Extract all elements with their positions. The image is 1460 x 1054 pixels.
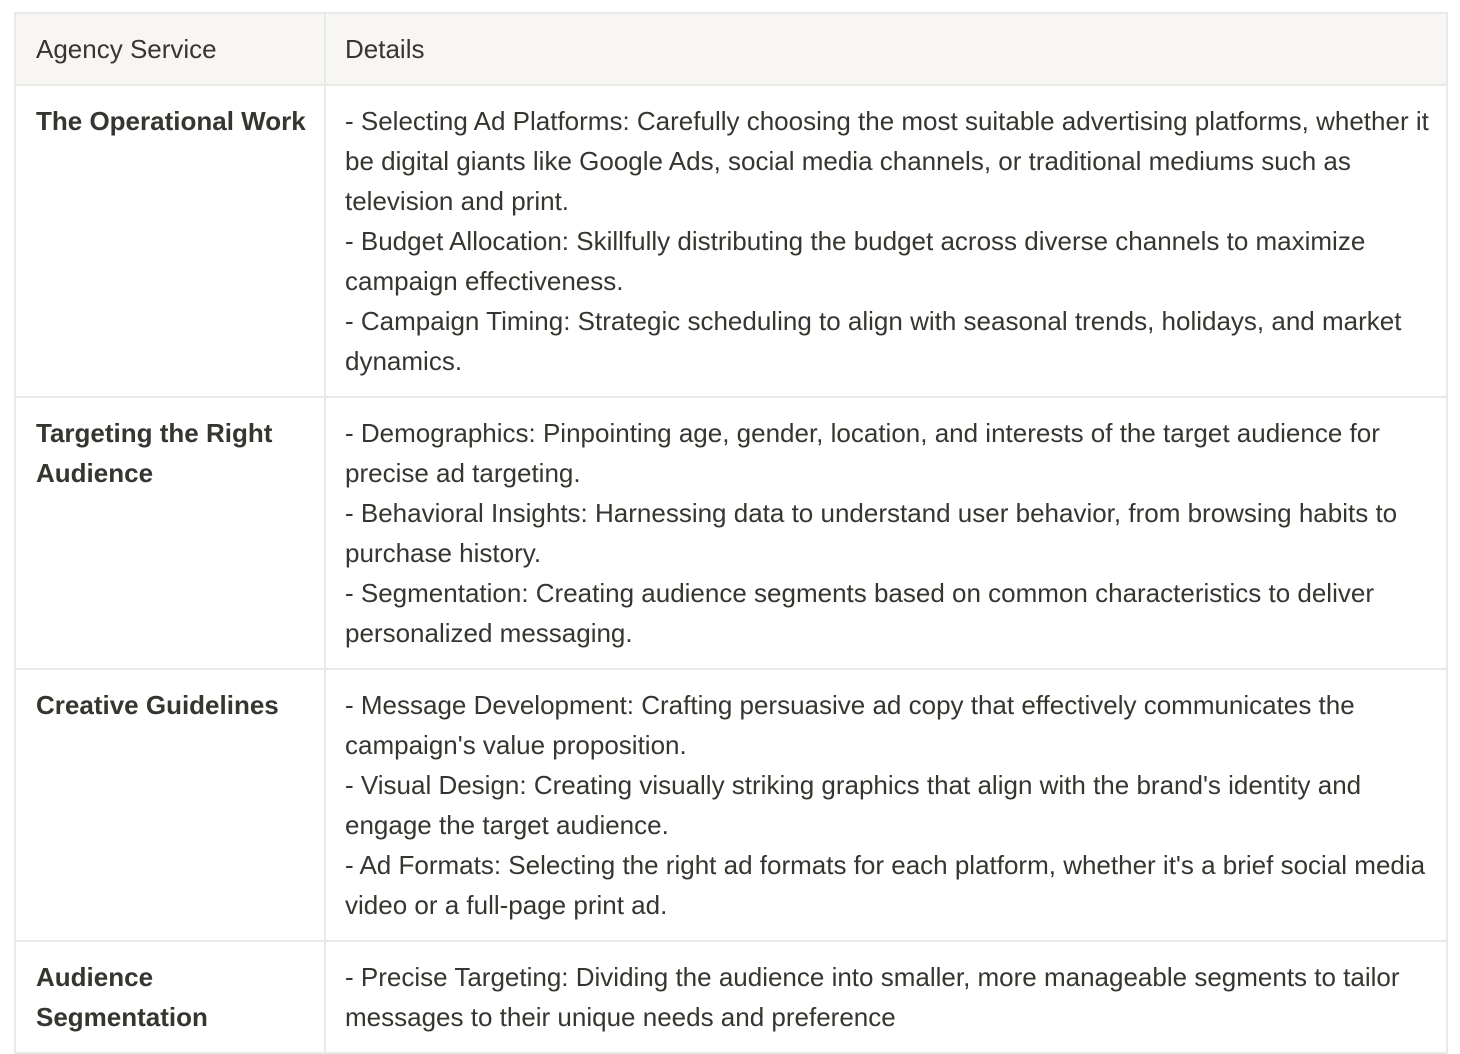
column-header-agency-service[interactable]: Agency Service (15, 13, 325, 85)
detail-line: - Ad Formats: Selecting the right ad formats for each platform, whether it's a brief social media video or a full-page print ad. (345, 850, 1426, 920)
details-cell-creative-guidelines[interactable] (325, 669, 1447, 941)
table-header-row (15, 13, 1447, 85)
detail-line: - Selecting Ad Platforms: Carefully choosing the most suitable advertising platforms, whether it be digital giants like Google Ads, social media channels, or traditional mediums such as television and print. (345, 106, 1429, 216)
details-cell-operational-work[interactable] (325, 85, 1447, 397)
detail-line: - Budget Allocation: Skillfully distributing the budget across diverse channels to maximize campaign effectiveness. (345, 226, 1366, 296)
detail-line: - Campaign Timing: Strategic scheduling to align with seasonal trends, holidays, and market dynamics. (345, 306, 1402, 376)
detail-line: - Message Development: Crafting persuasive ad copy that effectively communicates the campaign's value proposition. (345, 690, 1355, 760)
detail-line: - Segmentation: Creating audience segments based on common characteristics to deliver personalized messaging. (345, 578, 1374, 648)
detail-line: - Visual Design: Creating visually striking graphics that align with the brand's identity and engage the target audience. (345, 770, 1362, 840)
table-row (15, 397, 1447, 669)
details-cell-audience-segmentation[interactable] (325, 941, 1447, 1053)
detail-line: - Demographics: Pinpointing age, gender, location, and interests of the target audience for precise ad targeting. (345, 418, 1380, 488)
table-row (15, 669, 1447, 941)
table-row (15, 85, 1447, 397)
service-cell-audience-segmentation[interactable]: Audience Segmentation (15, 941, 325, 1053)
details-cell-targeting-audience[interactable] (325, 397, 1447, 669)
agency-services-table (14, 12, 1448, 1054)
service-cell-operational-work[interactable]: The Operational Work (15, 85, 325, 397)
detail-line: - Precise Targeting: Dividing the audience into smaller, more manageable segments to tailor messages to their unique needs and preference (345, 962, 1400, 1032)
service-cell-targeting-audience[interactable]: Targeting the Right Audience (15, 397, 325, 669)
detail-line: - Behavioral Insights: Harnessing data to understand user behavior, from browsing habits to purchase history. (345, 498, 1398, 568)
service-cell-creative-guidelines[interactable]: Creative Guidelines (15, 669, 325, 941)
table-row (15, 941, 1447, 1053)
column-header-details[interactable]: Details (325, 13, 1447, 85)
